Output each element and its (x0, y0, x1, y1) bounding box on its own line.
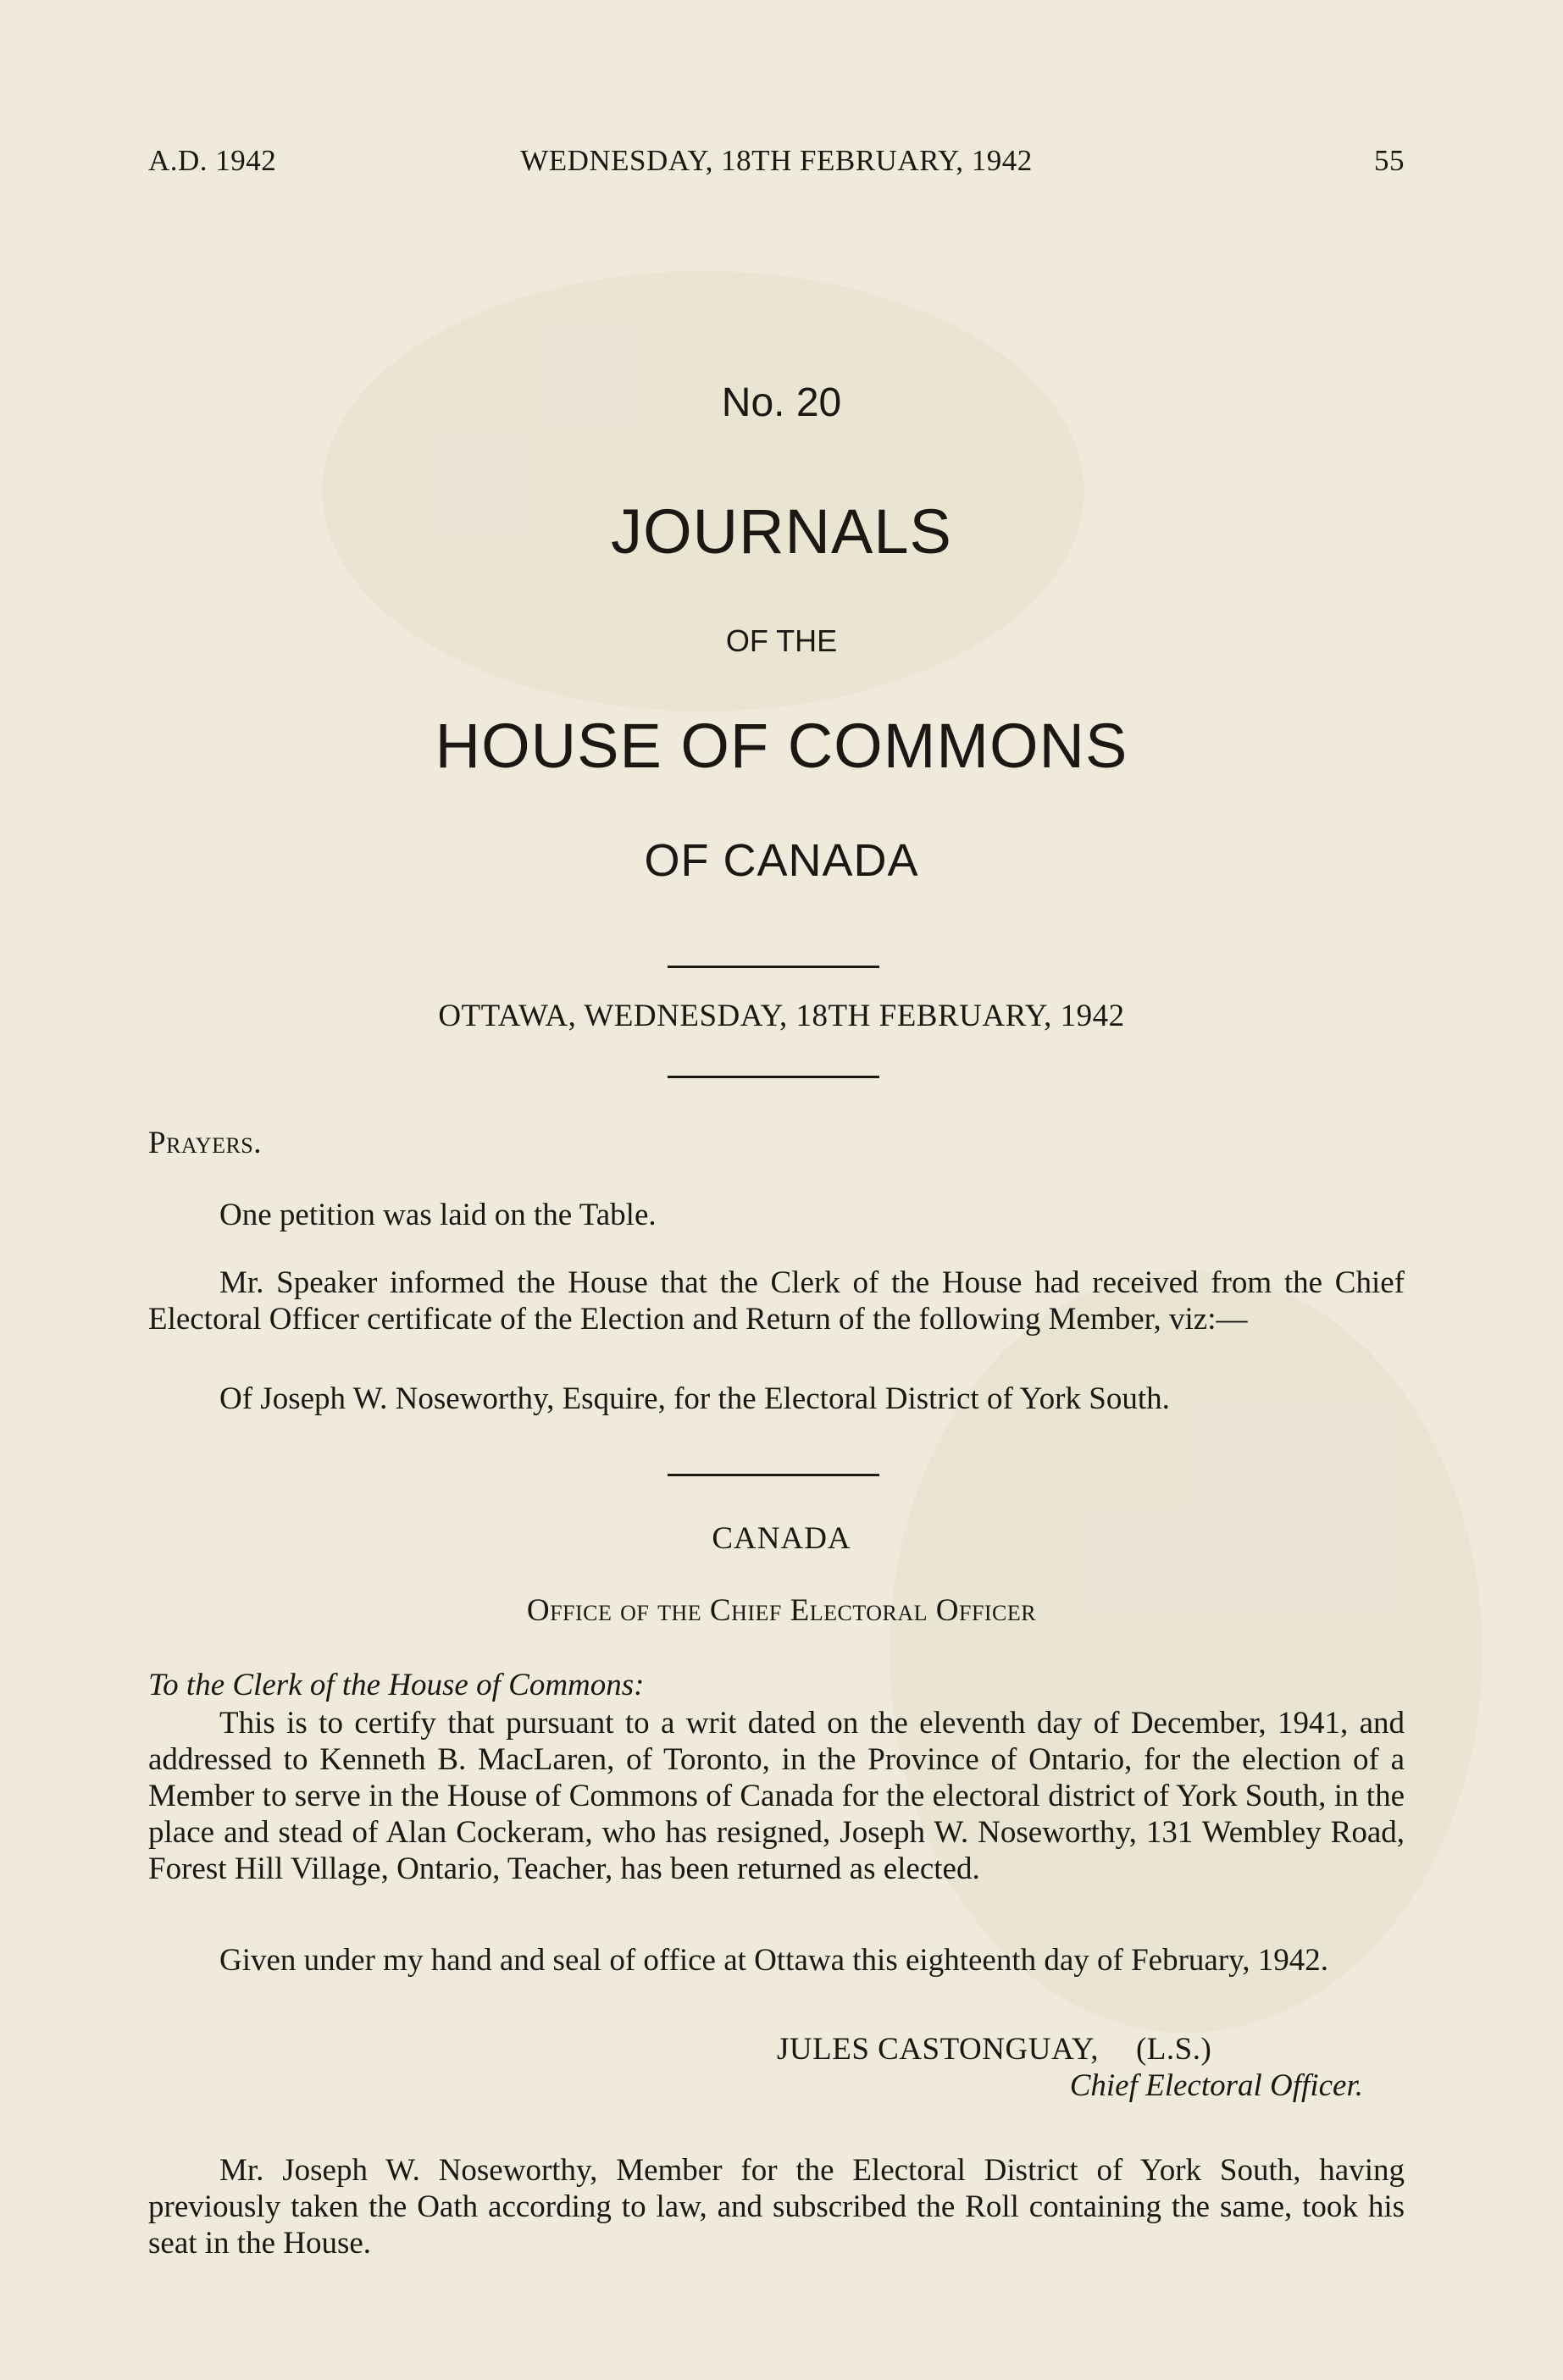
certificate-heading: CANADA (712, 1521, 851, 1556)
certificate-signature (777, 2031, 1211, 2067)
seal-mark: (L.S.) (1135, 2032, 1212, 2067)
running-head-year: A.D. 1942 (148, 144, 277, 177)
prayers-heading: Prayers. (148, 1126, 263, 1160)
journal-title-house: HOUSE OF COMMONS (435, 711, 1128, 781)
journal-title-of-canada: OF CANADA (644, 835, 919, 886)
running-head-date: WEDNESDAY, 18TH FEBRUARY, 1942 (520, 144, 1033, 177)
certificate-office: Office of the Chief Electoral Officer (526, 1593, 1037, 1628)
member-elected-paragraph: Of Joseph W. Noseworthy, Esquire, for the Electoral District of York South. (219, 1381, 1170, 1416)
divider-rule (668, 1076, 879, 1078)
journal-number: No. 20 (721, 380, 842, 425)
certificate-body: This is to certify that pursuant to a writ dated on the eleventh day of December, 1941, and addressed to Kenneth B. MacLaren, of Toronto, in the Province of Ontario, for the election of a Member to serve in the House of Commons of Canada for the electoral district of York South, in the place and stead of Alan Cockeram, who has resigned, Joseph W. Noseworthy, 131 Wembley Road, Forest Hill Village, Ontario, Teacher, has been returned as elected. (148, 1706, 1405, 1886)
certificate-addressee: To the Clerk of the House of Commons: (148, 1668, 645, 1702)
petition-paragraph: One petition was laid on the Table. (219, 1198, 657, 1232)
signatory-title: Chief Electoral Officer. (1069, 2068, 1363, 2103)
journal-title: JOURNALS (611, 496, 952, 567)
journal-title-of-the: OF THE (725, 623, 838, 658)
signatory-name: JULES CASTONGUAY, (777, 2032, 1099, 2067)
page-number: 55 (1374, 144, 1405, 177)
divider-rule (668, 1474, 879, 1476)
speaker-paragraph: Mr. Speaker informed the House that the Clerk of the House had received from the Chief Electoral Officer certificate of the Election and Return of the following Member, viz:— (148, 1265, 1405, 1337)
member-seated-paragraph: Mr. Joseph W. Noseworthy, Member for the Electoral District of York South, having previously taken the Oath according to law, and subscribed the Roll containing the same, took his seat in the House. (148, 2153, 1405, 2261)
dateline: OTTAWA, WEDNESDAY, 18TH FEBRUARY, 1942 (438, 999, 1125, 1033)
divider-rule (668, 966, 879, 968)
certificate-given: Given under my hand and seal of office at Ottawa this eighteenth day of February, 1942. (219, 1943, 1329, 1978)
